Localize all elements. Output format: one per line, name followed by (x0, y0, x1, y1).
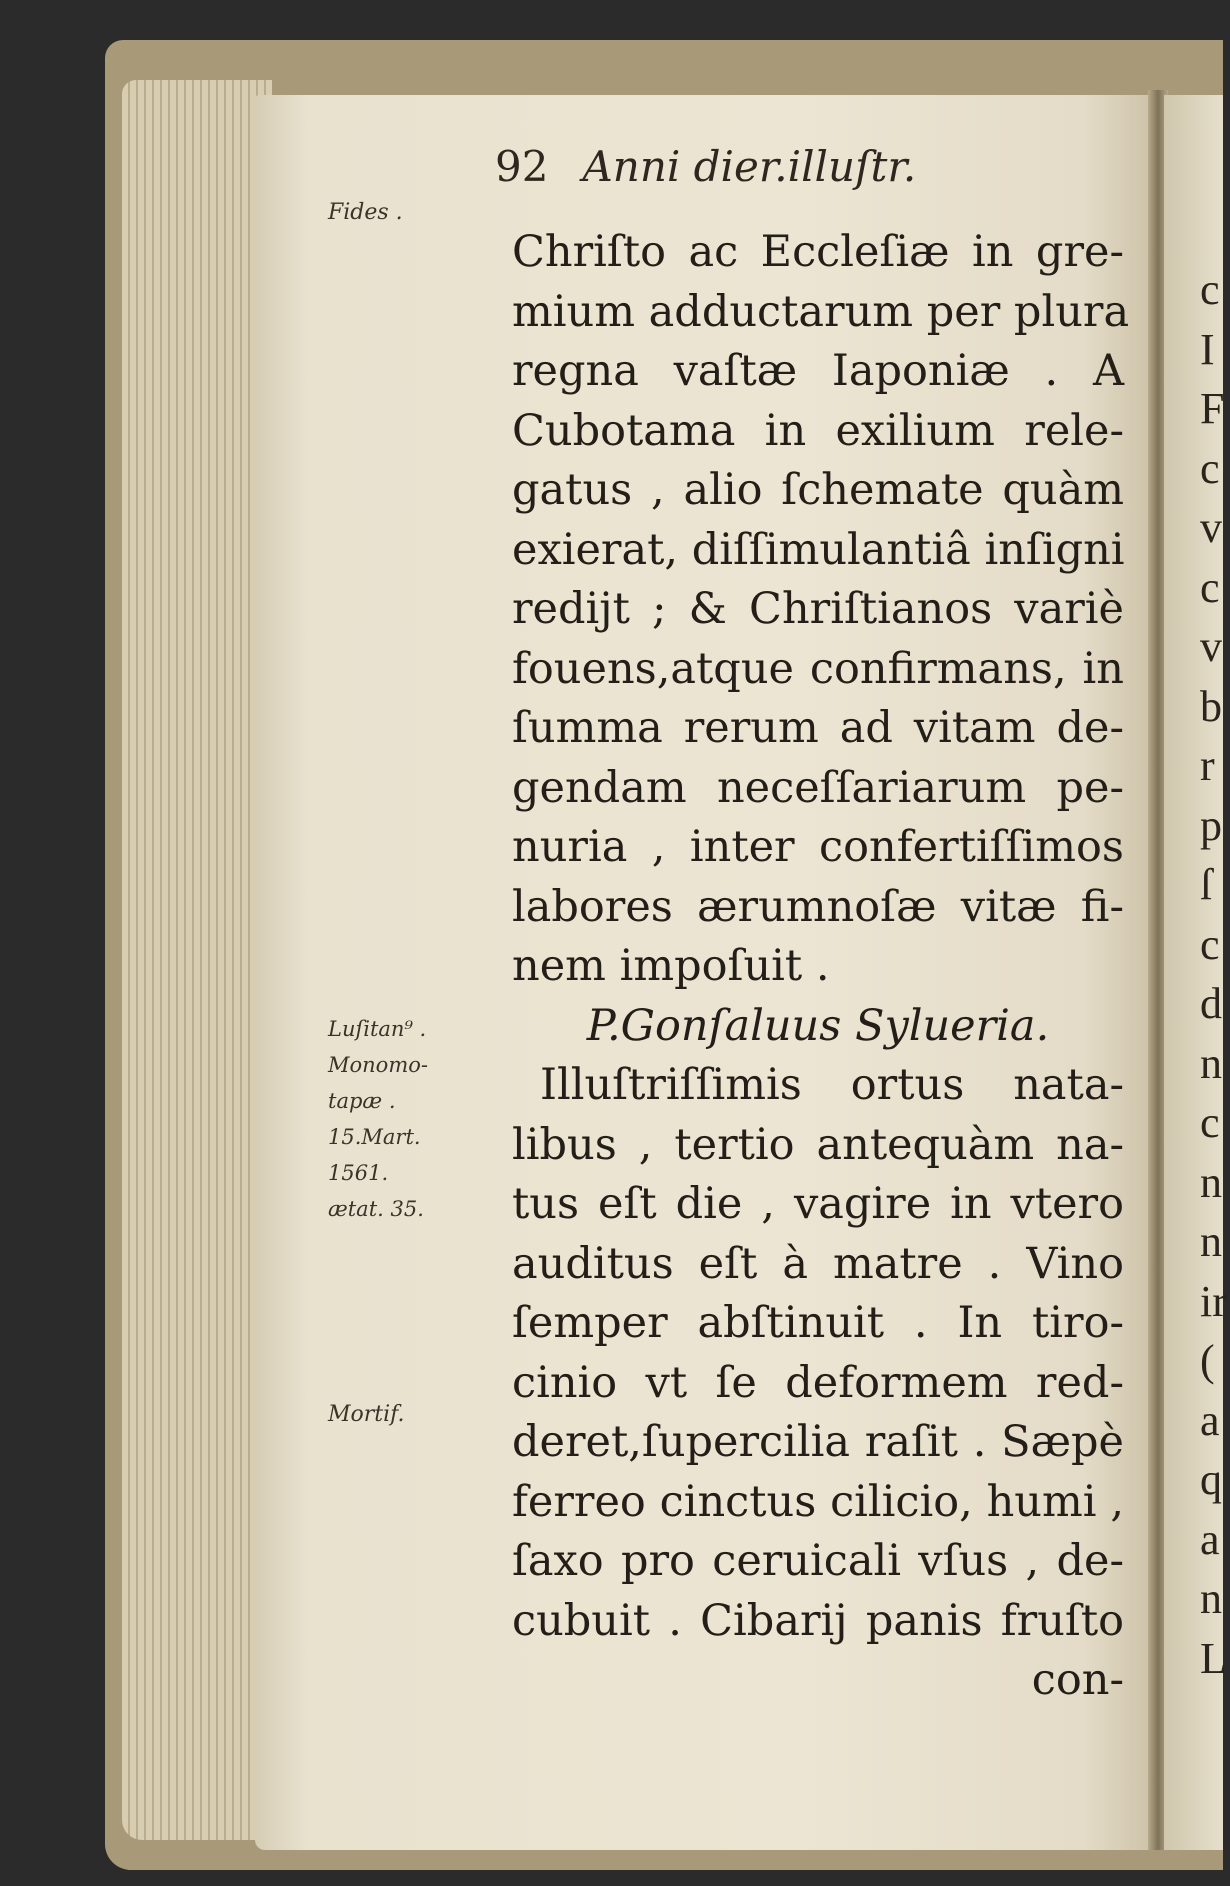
facing-page-letter: n (1200, 1157, 1222, 1207)
text-line: labores ærumnoſæ vitæ fi- (512, 881, 1124, 932)
facing-page-letter: b (1200, 681, 1222, 731)
marginal-note-lusitan (328, 1011, 498, 1227)
facing-page-letter: p (1200, 800, 1222, 850)
text-line: gatus , alio ſchemate quàm (512, 465, 1124, 515)
text-line: mium adductarum per plura (512, 286, 1130, 337)
text-line: fouens,atque confirmans, in (512, 643, 1124, 694)
text-line: regna vaſtæ Iaponiæ . A (512, 346, 1124, 396)
section-heading: P.Gonſaluus Sylueria. (586, 1000, 1050, 1051)
catchword: con- (1031, 1655, 1124, 1705)
text-line: ferreo cinctus cilicio, humi , (512, 1476, 1124, 1527)
text-line: ſemper abſtinuit . In tiro- (512, 1298, 1124, 1348)
text-line: deret,ſupercilia raſit . Sæpè (512, 1417, 1124, 1467)
facing-page-letter: c (1200, 919, 1220, 969)
marginal-line: 15.Mart. (328, 1125, 421, 1149)
facing-page-letter: c (1200, 443, 1220, 493)
facing-page-letter: I (1200, 324, 1215, 374)
text-line: ſumma rerum ad vitam de- (512, 703, 1124, 753)
page-number: 92 (495, 142, 549, 191)
text-line: Illuſtriſſimis ortus nata- (540, 1060, 1124, 1110)
text-line: cubuit . Cibarij panis fruſto (512, 1595, 1124, 1646)
facing-page-letter: n (1200, 1217, 1222, 1266)
facing-page-letter: F (1200, 384, 1225, 433)
facing-page-letter: n (1200, 1038, 1222, 1088)
text-line: tus eſt die , vagire in vtero (512, 1179, 1124, 1229)
facing-page-letter: r (1200, 741, 1215, 790)
main-text-block (512, 223, 1130, 1711)
text-line: cinio vt ſe deformem red- (512, 1357, 1124, 1408)
facing-page-letter: c (1200, 1098, 1220, 1147)
running-header (495, 142, 916, 191)
text-line: ſaxo pro ceruicali vſus , de- (512, 1536, 1124, 1586)
text-line: auditus eſt à matre . Vino (512, 1238, 1124, 1289)
facing-page-letter: c (1200, 265, 1220, 314)
marginal-line: ætat. 35. (328, 1197, 424, 1221)
facing-page-letter: a (1200, 1395, 1220, 1445)
marginal-line: 1561. (328, 1161, 389, 1185)
marginal-line: Luſitan⁹ . (328, 1017, 427, 1041)
facing-page-letter: n (1200, 1574, 1222, 1623)
facing-page-letter: c (1200, 562, 1220, 612)
marginal-line: Mortif. (328, 1402, 405, 1427)
marginal-line: Fides . (328, 200, 403, 225)
facing-page-letter: a (1200, 1514, 1220, 1564)
text-line: nem impoſuit . (512, 941, 830, 991)
running-title: Anni dier.illuſtr. (582, 142, 917, 191)
facing-page-letter: q (1200, 1455, 1222, 1504)
text-line: exierat, diſſimulantiâ inſigni (512, 524, 1125, 575)
marginal-line: Monomo- (328, 1053, 428, 1077)
marginal-note-fides (328, 196, 498, 230)
text-line: nuria , inter confertiſſimos (512, 822, 1124, 872)
text-line: redijt ; & Chriſtianos variè (512, 584, 1124, 634)
text-line: libus , tertio antequàm na- (512, 1119, 1124, 1170)
facing-page-letter: v (1200, 503, 1222, 552)
facing-page-letter: ir (1200, 1276, 1227, 1326)
text-line: gendam neceſſariarum pe- (512, 762, 1124, 813)
marginal-note-mortif (328, 1398, 498, 1432)
text-line: Chriſto ac Eccleſiæ in gre- (512, 227, 1124, 277)
facing-page-letter: d (1200, 979, 1222, 1028)
facing-page-letter: ( (1200, 1336, 1215, 1385)
page-edges (122, 80, 272, 1840)
text-line: Cubotama in exilium rele- (512, 405, 1124, 456)
facing-page-letter: L (1200, 1633, 1227, 1683)
facing-page-letter: ſ (1200, 860, 1213, 909)
facing-page-letter: v (1200, 622, 1222, 671)
marginal-line: tapæ . (328, 1089, 396, 1113)
